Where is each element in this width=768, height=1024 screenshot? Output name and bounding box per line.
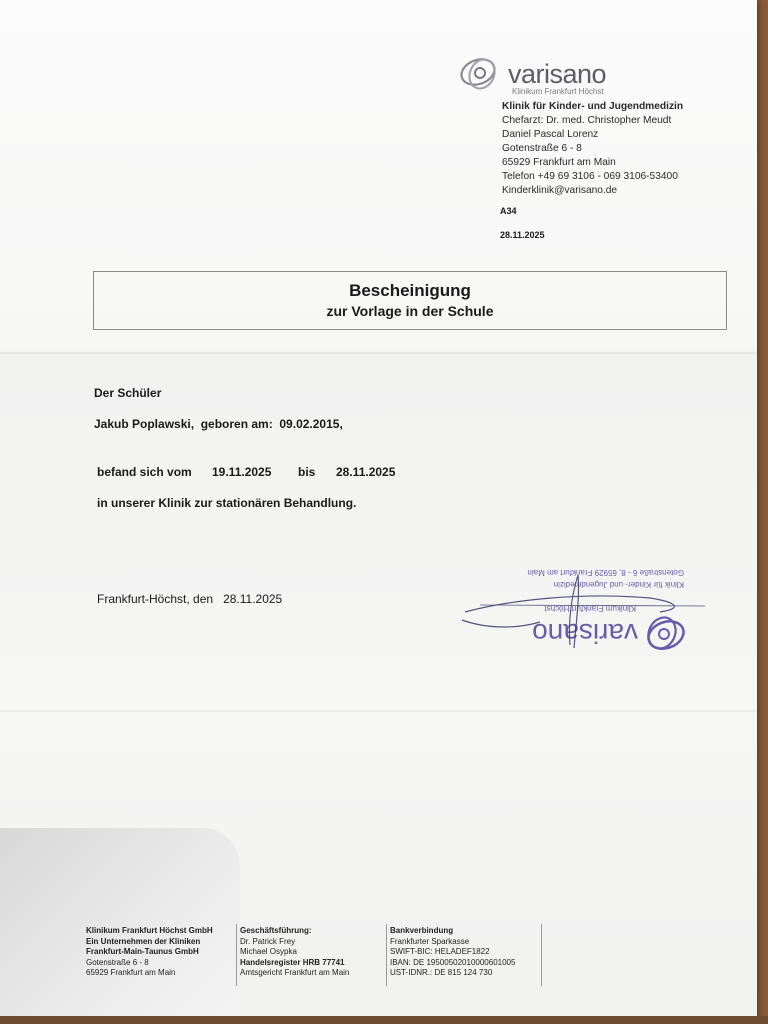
chief-physician: Chefarzt: Dr. med. Christopher Meudt: [502, 115, 672, 126]
footer-divider: [236, 924, 237, 986]
pupil-label: Der Schüler: [94, 386, 162, 400]
stay-prefix: befand sich vom: [97, 465, 192, 479]
stamp-logo-icon: [643, 613, 687, 653]
stamp-line-3: Gotenstraße 6 - 8, 65929 Frankfurt am Main: [527, 568, 684, 577]
footer-divider: [541, 924, 542, 986]
footer-divider: [386, 924, 387, 986]
street-address: Gotenstraße 6 - 8: [502, 143, 582, 154]
email-address: Kinderklinik@varisano.de: [502, 185, 618, 196]
footer-company-group: Ein Unternehmen der Kliniken: [86, 936, 201, 946]
stay-bis: bis: [298, 465, 316, 479]
footer-company-group-name: Frankfurt-Main-Taunus GmbH: [86, 947, 199, 956]
logo-wordmark: varisano: [508, 58, 607, 89]
footer-manager-2: Michael Osypka: [240, 947, 297, 956]
place-and-date: [97, 592, 282, 606]
treatment-statement: in unserer Klinik zur stationären Behandlung.: [97, 496, 357, 510]
reference-code: A34: [500, 206, 517, 216]
stamp-line-2: Klinik für Kinder- und Jugendmedizin: [553, 580, 684, 589]
table-surface: [0, 1016, 768, 1024]
stamp-line-1: Klinikum Frankfurt Höchst: [544, 604, 636, 613]
footer-company: [86, 926, 213, 979]
footer-management: [240, 926, 349, 979]
city-address: 65929 Frankfurt am Main: [502, 157, 616, 168]
title-box: [93, 271, 727, 330]
varisano-logo-icon: [456, 52, 504, 96]
fold-line: [0, 352, 757, 354]
clinic-address-block: [502, 100, 683, 198]
phone-number: Telefon +49 69 3106 - 069 3106-53400: [502, 171, 678, 182]
footer-management-label: Geschäftsführung:: [240, 926, 312, 935]
physician-name: Daniel Pascal Lorenz: [502, 129, 599, 140]
stamp-brand: varisano: [532, 618, 638, 649]
footer-company-name: Klinikum Frankfurt Höchst GmbH: [86, 926, 213, 935]
document-subtitle: zur Vorlage in der Schule: [326, 303, 494, 319]
footer-manager-1: Dr. Patrick Frey: [240, 936, 296, 946]
footer-swift: SWIFT-BIC: HELADEF1822: [390, 947, 490, 956]
department-name: Klinik für Kinder- und Jugendmedizin: [502, 101, 684, 112]
fold-line: [0, 710, 757, 712]
place-date: 28.11.2025: [223, 592, 283, 606]
footer-city: 65929 Frankfurt am Main: [86, 968, 176, 977]
footer-street: Gotenstraße 6 - 8: [86, 957, 149, 967]
footer-court: Amtsgericht Frankfurt am Main: [240, 968, 350, 977]
clinic-stamp: [450, 550, 710, 700]
place-label: Frankfurt-Höchst, den: [97, 592, 214, 606]
footer-iban: IBAN: DE 19500502010000601005: [390, 957, 516, 967]
header-date: 28.11.2025: [500, 230, 545, 240]
photo-shadow: [0, 828, 240, 1020]
footer-vat-id: UST-IDNR.: DE 815 124 730: [390, 968, 493, 977]
pupil-name-birthdate: Jakub Poplawski, geboren am: 09.02.2015,: [94, 417, 343, 431]
document-title: Bescheinigung: [349, 281, 471, 300]
footer-register: Handelsregister HRB 77741: [240, 957, 345, 967]
logo-subtitle: Klinikum Frankfurt Höchst: [512, 87, 604, 96]
footer-bank-name: Frankfurter Sparkasse: [390, 936, 470, 946]
stay-to-date: 28.11.2025: [336, 465, 396, 479]
footer-bank-label: Bankverbindung: [390, 926, 454, 935]
stay-from-date: 19.11.2025: [212, 465, 272, 479]
footer-bank: [390, 926, 515, 979]
